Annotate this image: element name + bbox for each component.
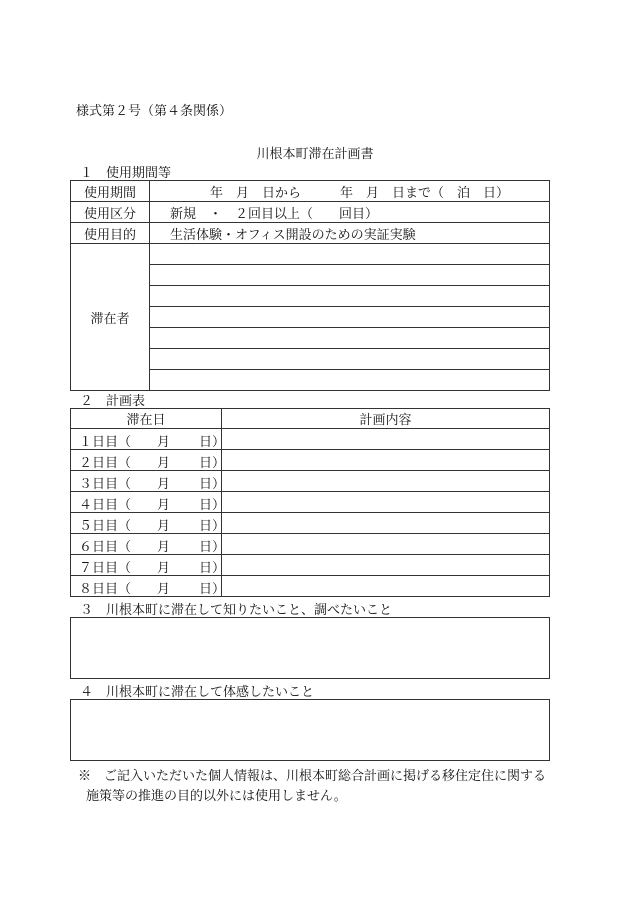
day-cell [71,429,226,450]
plan-table [70,408,550,597]
date-label: 日） [199,456,226,471]
resident-field[interactable] [150,328,550,349]
resident-label: 滞在者 [71,244,150,391]
plan-content-field[interactable] [222,534,550,555]
section1-heading: １ 使用期間等 [80,166,172,181]
period-value: 年 月 日から 年 月 日まで（ 泊 日） [210,185,510,201]
resident-field[interactable] [150,307,550,328]
day-label: ３日目（ [79,477,132,492]
date-label: 日） [199,477,226,492]
section2-heading: ２ 計画表 [80,394,146,409]
date-label: 日） [199,519,226,534]
period-field[interactable] [150,181,550,202]
column-header-day: 滞在日 [71,409,222,429]
plan-content-field[interactable] [222,471,550,492]
day-cell [71,450,226,471]
learn-textarea[interactable] [70,617,550,679]
usage-table [70,180,550,391]
day-label: ４日目（ [79,498,132,513]
form-number: 様式第２号（第４条関係） [76,104,233,119]
category-label: 使用区分 [71,202,150,223]
resident-field[interactable] [150,244,550,265]
day-cell [71,492,226,513]
experience-textarea[interactable] [70,699,550,761]
section3-heading: ３ 川根本町に滞在して知りたいこと、調べたいこと [80,603,393,618]
day-cell [71,576,226,597]
period-label: 使用期間 [71,181,150,202]
page-title: 川根本町滞在計画書 [256,147,374,162]
date-label: 日） [199,498,226,513]
day-cell [71,471,226,492]
privacy-note-line2: 施策等の推進の目的以外には使用しません。 [86,789,347,804]
category-value: 新規 ・ ２回目以上（ 回目） [170,206,379,222]
plan-content-field[interactable] [222,429,550,450]
month-label: 月 [157,477,171,492]
day-label: １日目（ [79,435,132,450]
date-label: 日） [199,561,226,576]
plan-content-field[interactable] [222,513,550,534]
resident-field[interactable] [150,370,550,391]
plan-content-field[interactable] [222,450,550,471]
purpose-field[interactable] [150,223,550,244]
day-label: ８日目（ [79,582,132,597]
purpose-value: 生活体験・オフィス開設のための実証実験 [170,227,416,243]
month-label: 月 [157,561,171,576]
resident-field[interactable] [150,286,550,307]
month-label: 月 [157,435,171,450]
day-cell [71,534,226,555]
resident-field[interactable] [150,349,550,370]
resident-field[interactable] [150,265,550,286]
plan-content-field[interactable] [222,492,550,513]
day-label: ７日目（ [79,561,132,576]
purpose-label: 使用目的 [71,223,150,244]
date-label: 日） [199,435,226,450]
day-label: ２日目（ [79,456,132,471]
day-label: ６日目（ [79,540,132,555]
column-header-content: 計画内容 [222,409,550,429]
date-label: 日） [199,540,226,555]
section4-heading: ４ 川根本町に滞在して体感したいこと [80,685,315,700]
month-label: 月 [157,498,171,513]
month-label: 月 [157,582,171,597]
day-cell [71,513,226,534]
month-label: 月 [157,519,171,534]
day-label: ５日目（ [79,519,132,534]
plan-content-field[interactable] [222,576,550,597]
day-cell [71,555,226,576]
privacy-note-line1: ※ ご記入いただいた個人情報は、川根本町総合計画に掲げる移住定住に関する [78,769,547,784]
month-label: 月 [157,456,171,471]
date-label: 日） [199,582,226,597]
category-field[interactable] [150,202,550,223]
month-label: 月 [157,540,171,555]
plan-content-field[interactable] [222,555,550,576]
